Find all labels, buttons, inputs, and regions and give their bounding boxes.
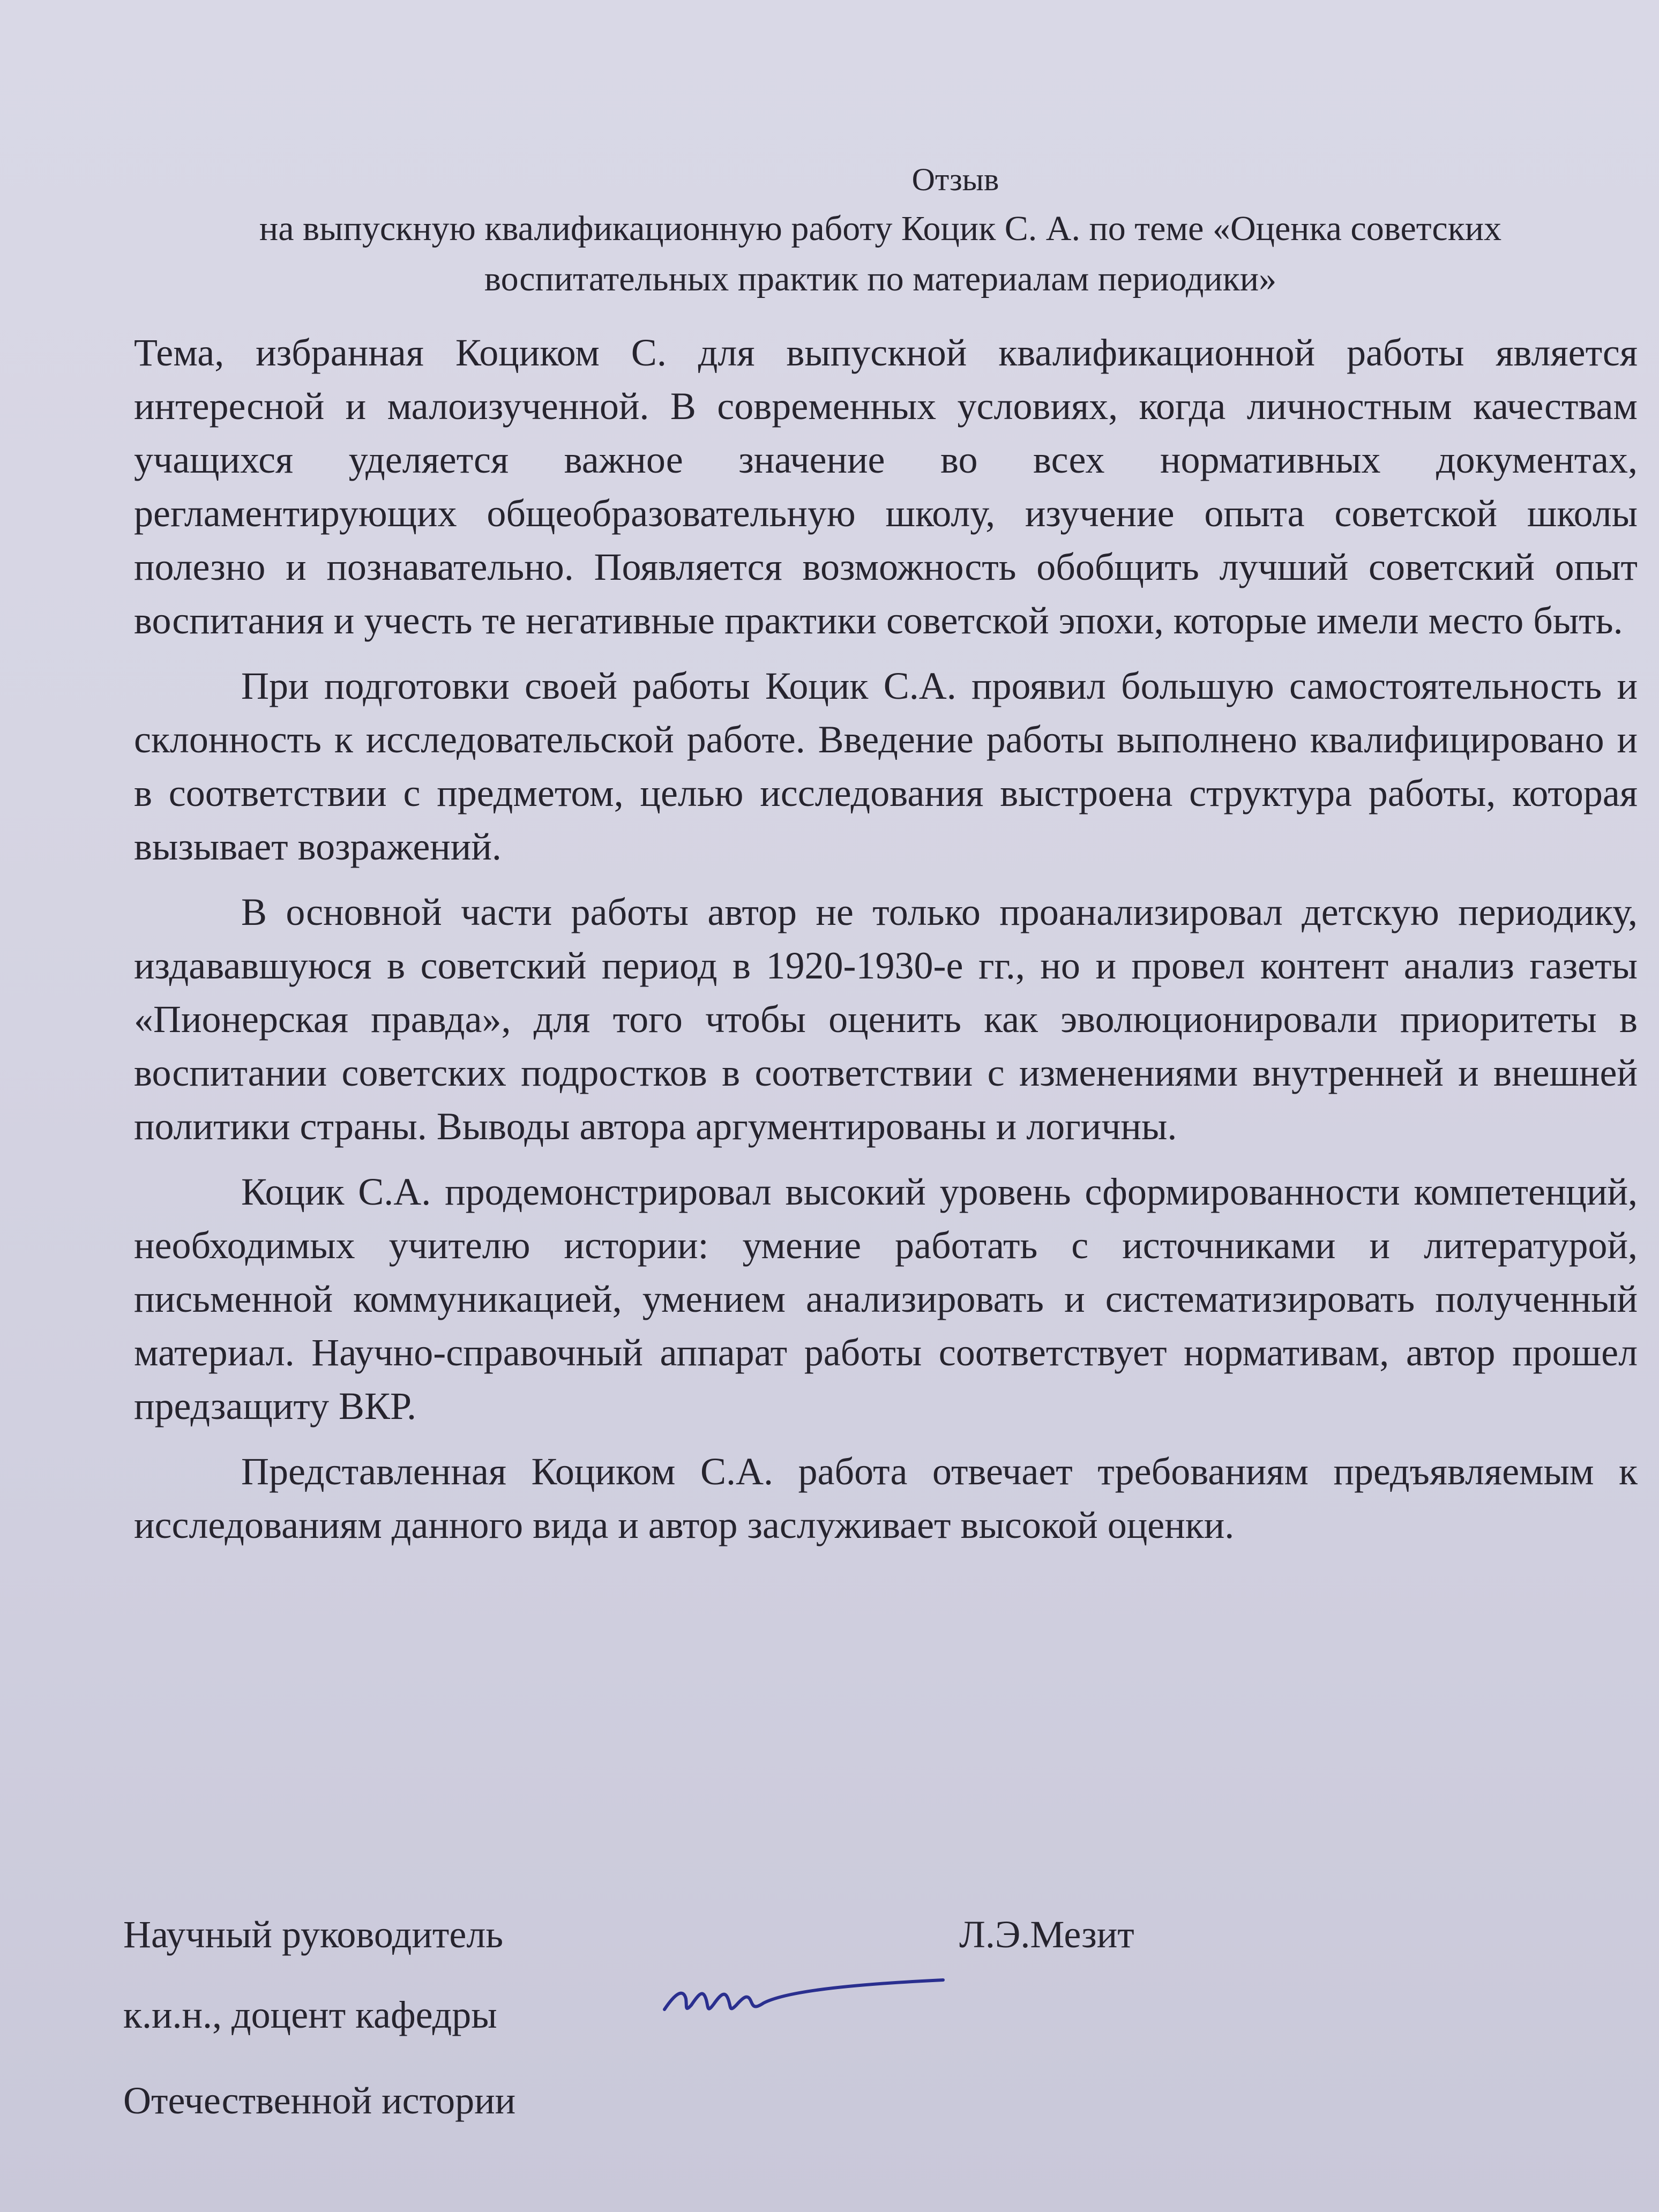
document-subtitle: на выпускную квалификационную работу Коцик С. А. по теме «Оценка советских воспитательных практик по материалам периодики» — [259, 209, 1502, 298]
signatory-name: Л.Э.Мезит — [959, 1913, 1134, 1956]
body-paragraph-2: При подготовки своей работы Коцик С.А. проявил большую самостоятельность и склонность к исследовательской работе. Введение работы выполнено квалифицировано и в соответствии с предметом, целью исследования выстроена структура работы, которая вызывает возражений. — [134, 664, 1638, 868]
body-paragraph-1: Тема, избранная Коциком С. для выпускной квалификационной работы является интересной и малоизученной. В современных условиях, когда личностным качествам учащихся уделяется важное значение во всех нормативных документах, регламентирующих общеобразовательную школу, изучение опыта советской школы полезно и познавательно. Появляется возможность обобщить лучший советский опыт воспитания и учесть те негативные практики советской эпохи, которые имели место быть. — [134, 331, 1638, 642]
signatory-role-line-2: к.и.н., доцент кафедры — [123, 1993, 497, 2036]
signatory-role-line-1: Научный руководитель — [123, 1913, 504, 1956]
handwritten-signature — [654, 1956, 954, 2026]
body-paragraph-5: Представленная Коциком С.А. работа отвечает требованиям предъявляемым к исследованиям данного вида и автор заслуживает высокой оценки. — [134, 1450, 1638, 1546]
document-title: Отзыв — [911, 162, 999, 197]
signature-block — [123, 1908, 1570, 2149]
body-paragraph-3: В основной части работы автор не только проанализировал детскую периодику, издававшуюся в советский период в 1920-1930-е гг., но и провел контент анализ газеты «Пионерская правда», для того чтобы оценить как эволюционировали приоритеты в воспитании советских подростков в соответствии с изменениями внутренней и внешней политики страны. Выводы автора аргументированы и логичны. — [134, 891, 1638, 1148]
body-paragraph-4: Коцик С.А. продемонстрировал высокий уровень сформированности компетенций, необходимых учителю истории: умение работать с источниками и литературой, письменной коммуникацией, умением анализировать и систематизировать полученный материал. Научно-справочный аппарат работы соответствует нормативам, автор прошел предзащиту ВКР. — [134, 1170, 1638, 1428]
signatory-role-line-3: Отечественной истории — [123, 2079, 516, 2122]
